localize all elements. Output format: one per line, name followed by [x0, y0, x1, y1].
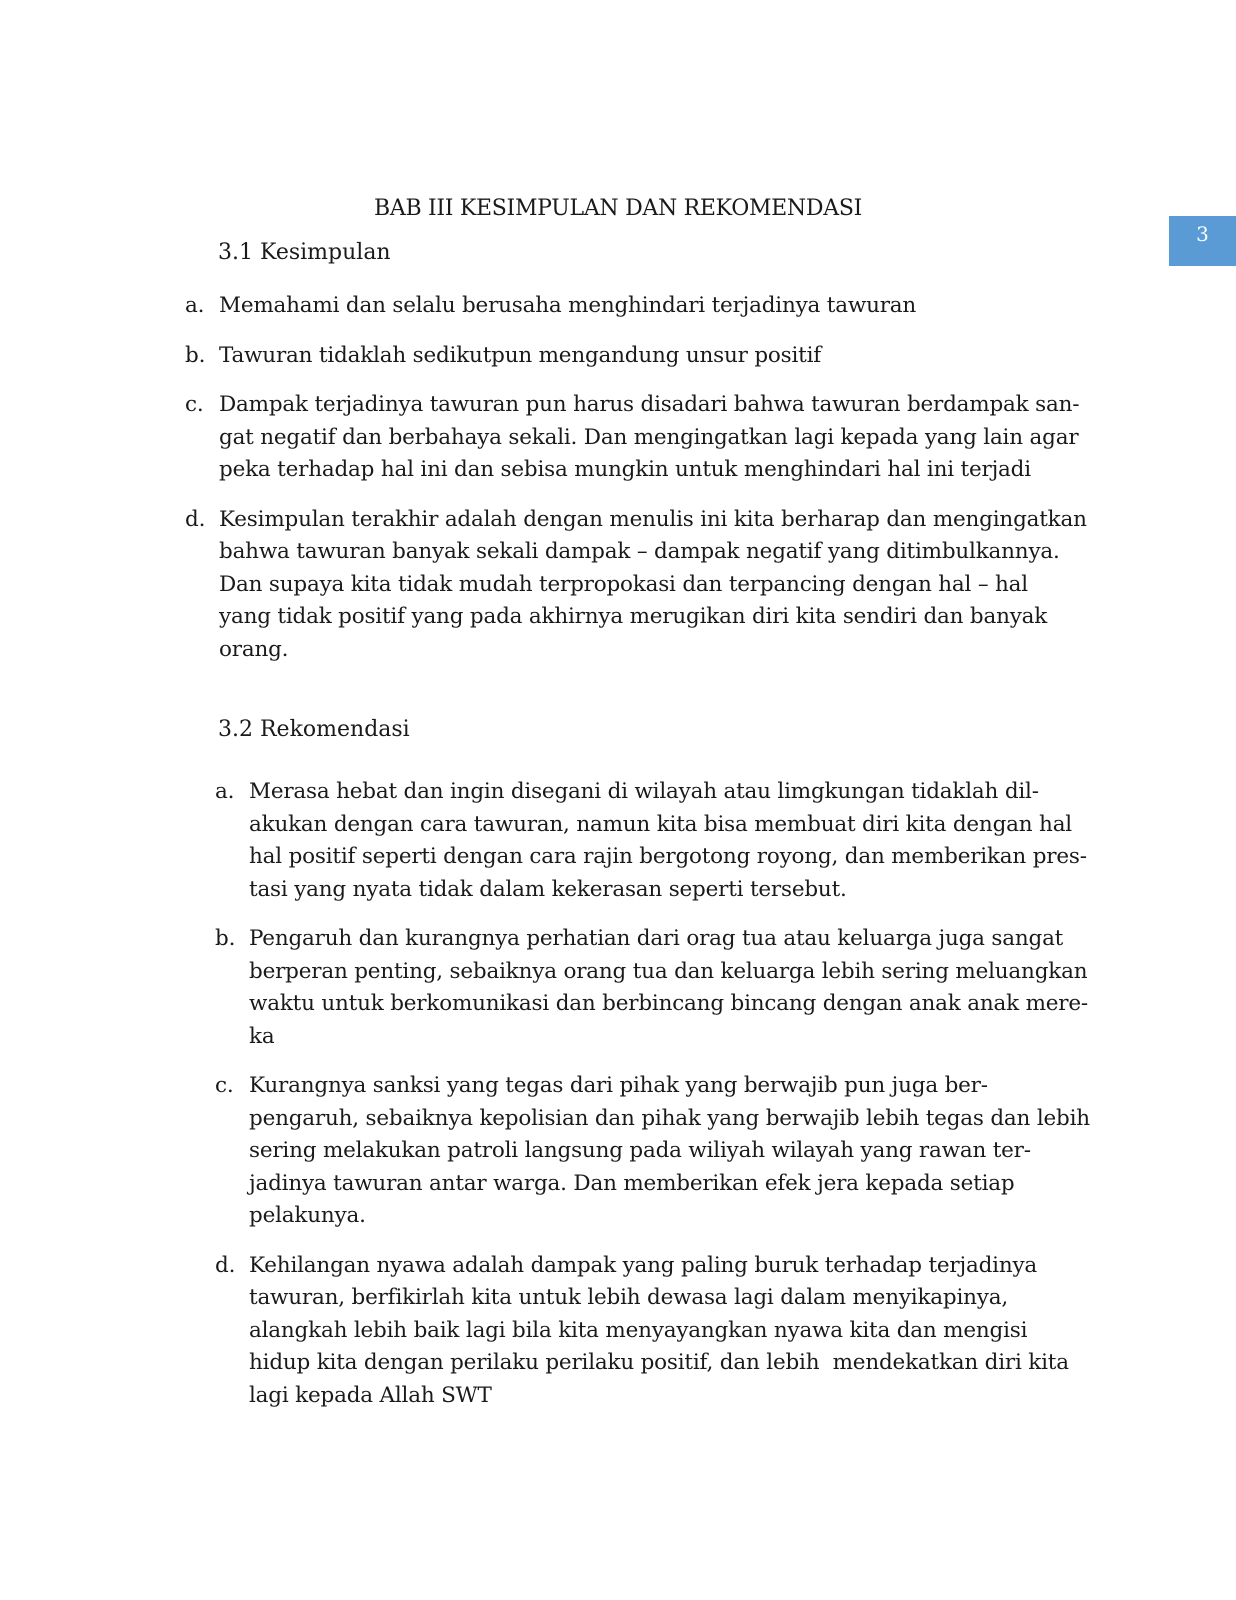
list-item-text-line: Kehilangan nyawa adalah dampak yang paling buruk terhadap terjadinya — [249, 1252, 1038, 1278]
list-item-text-line: waktu untuk berkomunikasi dan berbincang bincang dengan anak anak mere- — [249, 991, 1088, 1016]
list-item-text-line: ka — [249, 1023, 275, 1049]
list-item-text-line: akukan dengan cara tawuran, namun kita bisa membuat diri kita dengan hal — [249, 811, 1072, 837]
list-item-text-line: jadinya tawuran antar warga. Dan memberikan efek jera kepada setiap — [249, 1170, 1015, 1196]
list-marker: d. — [215, 1252, 236, 1278]
list-item-text-line: peka terhadap hal ini dan sebisa mungkin untuk menghindari hal ini terjadi — [219, 457, 1031, 482]
list-item-text-line: gat negatif dan berbahaya sekali. Dan mengingatkan lagi kepada yang lain agar — [219, 424, 1079, 450]
list-item — [215, 1250, 1090, 1413]
page-number-tab: 3 — [1169, 216, 1236, 266]
list-item-text-line: tawuran, berfikirlah kita untuk lebih dewasa lagi dalam menyikapinya, — [249, 1285, 1009, 1310]
list-item-text-line: alangkah lebih baik lagi bila kita menyayangkan nyawa kita dan mengisi — [249, 1317, 1028, 1343]
list-item-text-line: Dampak terjadinya tawuran pun harus disadari bahwa tawuran berdampak san- — [219, 392, 1080, 417]
list-marker: b. — [215, 926, 236, 951]
list-item-text-line: lagi kepada Allah SWT — [249, 1382, 492, 1408]
list-item — [185, 340, 1087, 373]
list-item-text-line: Tawuran tidaklah sedikutpun mengandung unsur positif — [219, 342, 822, 368]
list-item-text-line: bahwa tawuran banyak sekali dampak – dampak negatif yang ditimbulkannya. — [219, 539, 1060, 564]
list-item-text-line: sering melakukan patroli langsung pada wiliyah wilayah yang rawan ter- — [249, 1138, 1031, 1163]
list-item-text-line: Merasa hebat dan ingin disegani di wilayah atau limgkungan tidaklah dil- — [249, 779, 1039, 804]
list-item-text-line: tasi yang nyata tidak dalam kekerasan seperti tersebut. — [249, 876, 847, 902]
list-item — [215, 1070, 1090, 1233]
list-marker: c. — [185, 392, 204, 417]
list-item — [215, 923, 1090, 1053]
list-marker: a. — [215, 779, 235, 804]
list-marker: b. — [185, 342, 206, 368]
list-item — [185, 504, 1087, 667]
list-item-text-line: yang tidak positif yang pada akhirnya merugikan diri kita sendiri dan banyak — [219, 604, 1048, 629]
list-marker: d. — [185, 506, 206, 532]
list-marker: c. — [215, 1073, 234, 1098]
list-item-text-line: Kurangnya sanksi yang tegas dari pihak yang berwajib pun juga ber- — [249, 1073, 988, 1098]
list-item-text-line: Memahami dan selalu berusaha menghindari terjadinya tawuran — [219, 293, 917, 318]
section-heading-kesimpulan: 3.1 Kesimpulan — [218, 240, 391, 265]
list-item — [185, 290, 1087, 323]
list-item-text-line: Dan supaya kita tidak mudah terpropokasi dan terpancing dengan hal – hal — [219, 571, 1028, 597]
list-item-text-line: Pengaruh dan kurangnya perhatian dari orag tua atau keluarga juga sangat — [249, 926, 1064, 951]
list-item-text-line: berperan penting, sebaiknya orang tua dan keluarga lebih sering meluangkan — [249, 958, 1088, 984]
list-item-text-line: pelakunya. — [249, 1203, 366, 1228]
list-item — [185, 389, 1087, 487]
rekomendasi-list — [215, 776, 1090, 1412]
list-item — [215, 776, 1090, 906]
chapter-title: BAB III KESIMPULAN DAN REKOMENDASI — [374, 196, 862, 221]
list-item-text-line: orang. — [219, 636, 289, 662]
kesimpulan-list — [185, 290, 1087, 666]
list-marker: a. — [185, 293, 205, 318]
list-item-text-line: hal positif seperti dengan cara rajin bergotong royong, dan memberikan pres- — [249, 844, 1087, 869]
list-item-text-line: hidup kita dengan perilaku perilaku positif, dan lebih mendekatkan diri kita — [249, 1350, 1069, 1375]
section-heading-rekomendasi: 3.2 Rekomendasi — [218, 717, 410, 742]
list-item-text-line: Kesimpulan terakhir adalah dengan menulis ini kita berharap dan mengingatkan — [219, 506, 1087, 532]
list-item-text-line: pengaruh, sebaiknya kepolisian dan pihak yang berwajib lebih tegas dan lebih — [249, 1105, 1090, 1131]
